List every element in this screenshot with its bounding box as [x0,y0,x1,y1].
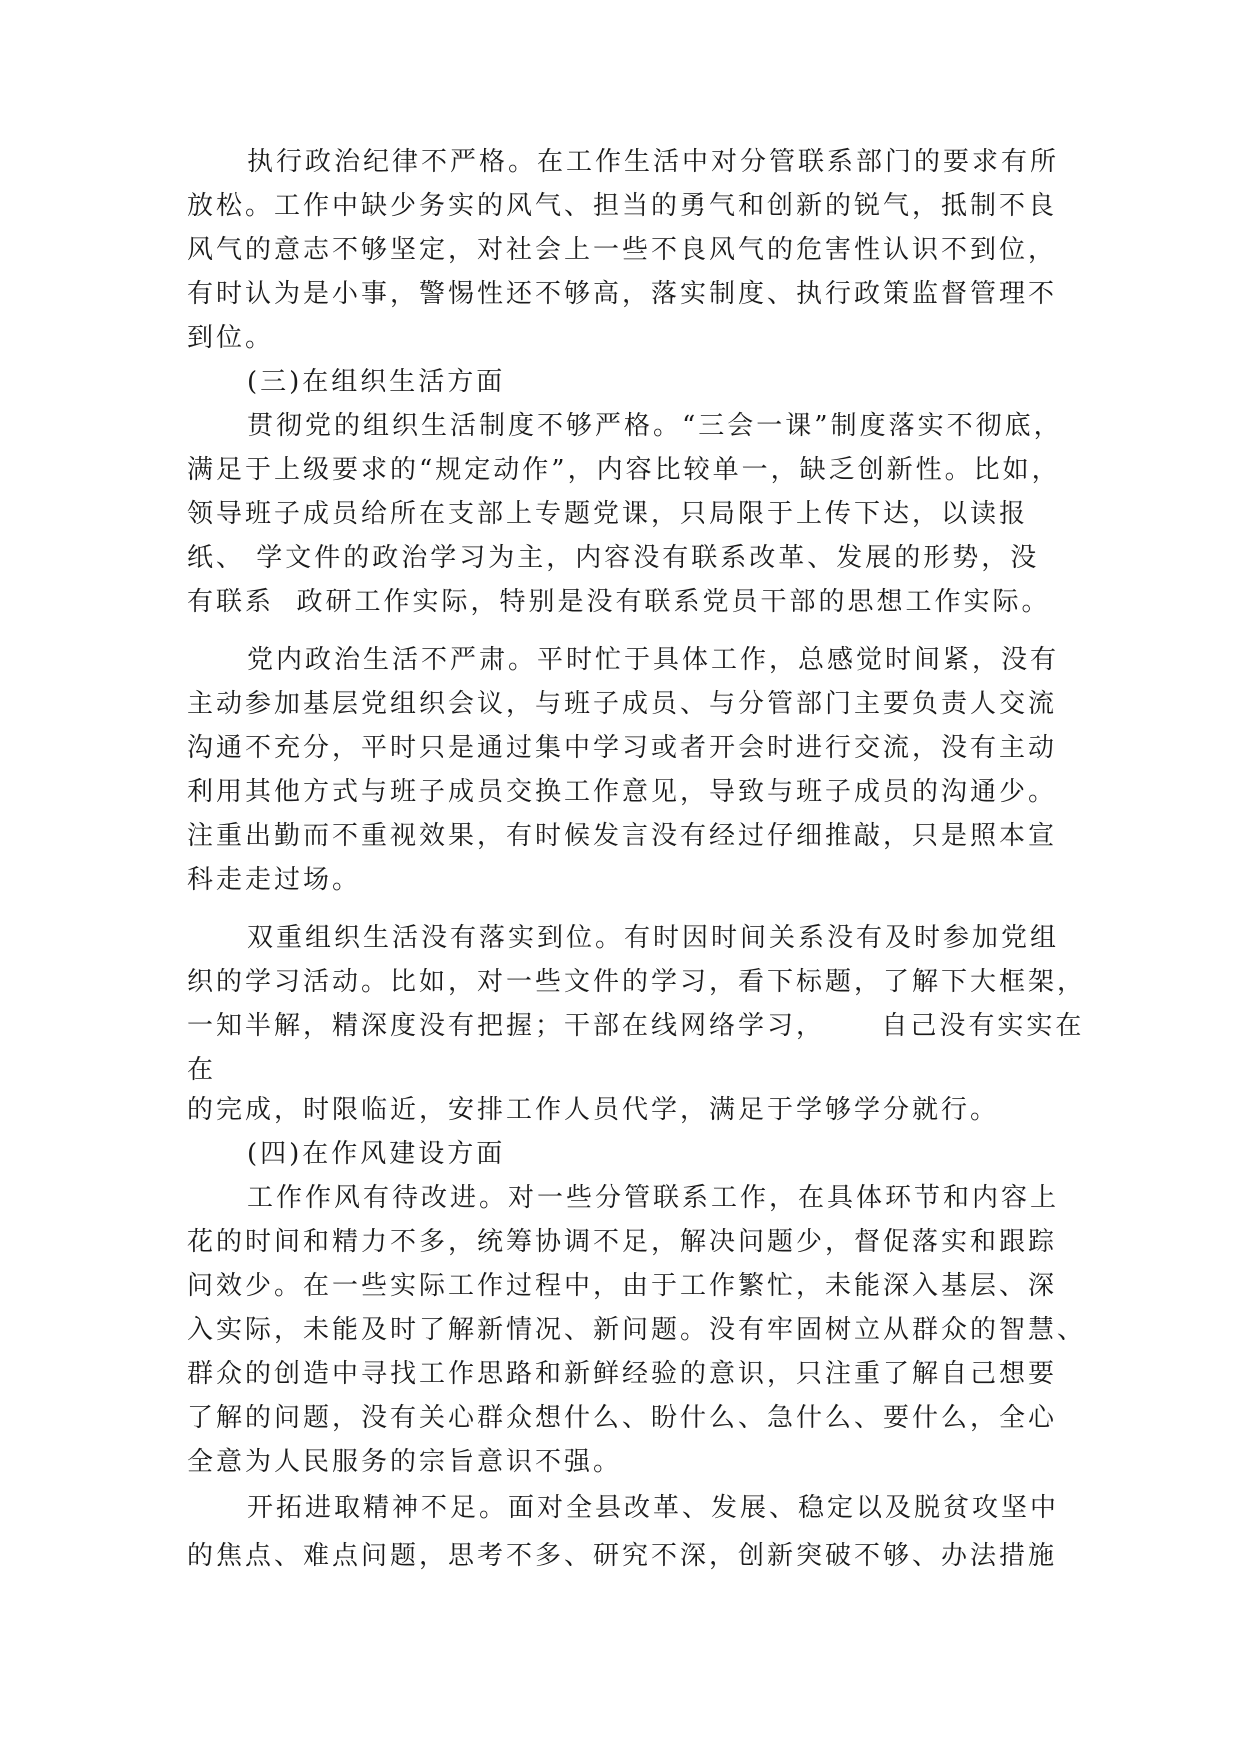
text-line: 群众的创造中寻找工作思路和新鲜经验的意识，只注重了解自己想要 [187,1359,1058,1389]
text-line: 沟通不充分，平时只是通过集中学习或者开会时进行交流，没有主动 [187,733,1058,763]
text-line: 注重出勤而不重视效果，有时候发言没有经过仔细推敲，只是照本宣 [187,821,1058,851]
text-line: 放松。工作中缺少务实的风气、担当的勇气和创新的锐气，抵制不良 [187,191,1058,221]
text-line: 到位。 [187,323,275,353]
text-line: 双重组织生活没有落实到位。有时因时间关系没有及时参加党组 [247,923,1060,953]
text-line: 利用其他方式与班子成员交换工作意见，导致与班子成员的沟通少。 [187,777,1058,807]
text-line: 满足于上级要求的“规定动作”，内容比较单一，缺乏创新性。比如， [187,455,1061,485]
text-line: 的焦点、难点问题，思考不多、研究不深，创新突破不够、办法措施 [187,1541,1058,1571]
text-line: 工作作风有待改进。对一些分管联系工作，在具体环节和内容上 [247,1183,1060,1213]
text-line: 有时认为是小事，警惕性还不够高，落实制度、执行政策监督管理不 [187,279,1058,309]
text-line: 问效少。在一些实际工作过程中，由于工作繁忙，未能深入基层、深 [187,1271,1058,1301]
text-line: 开拓进取精神不足。面对全县改革、发展、稳定以及脱贫攻坚中 [247,1493,1060,1523]
text-line: 纸、 学文件的政治学习为主，内容没有联系改革、发展的形势，没 [187,543,1040,573]
text-line: 入实际，未能及时了解新情况、新问题。没有牢固树立从群众的智慧、 [187,1315,1087,1345]
text-line: 主动参加基层党组织会议，与班子成员、与分管部门主要负责人交流 [187,689,1058,719]
text-line: 贯彻党的组织生活制度不够严格。“三会一课”制度落实不彻底， [247,411,1063,441]
text-line: 花的时间和精力不多，统筹协调不足，解决问题少，督促落实和跟踪 [187,1227,1058,1257]
text-line: 科走走过场。 [187,865,362,895]
text-line: 党内政治生活不严肃。平时忙于具体工作，总感觉时间紧，没有 [247,645,1060,675]
text-line: 执行政治纪律不严格。在工作生活中对分管联系部门的要求有所 [247,147,1060,177]
section-heading: (四)在作风建设方面 [247,1139,506,1169]
text-line: 有联系 政研工作实际，特别是没有联系党员干部的思想工作实际。 [187,587,1051,617]
text-line: 风气的意志不够坚定，对社会上一些不良风气的危害性认识不到位， [187,235,1058,265]
text-line: 织的学习活动。比如，对一些文件的学习，看下标题，了解下大框架， [187,967,1087,997]
section-heading: (三)在组织生活方面 [247,367,506,397]
text-line: 领导班子成员给所在支部上专题党课，只局限于上传下达，以读报 [187,499,1029,529]
text-line: 一知半解，精深度没有把握；干部在线网络学习， 自己没有实实在 [187,1011,1085,1041]
text-line: 全意为人民服务的宗旨意识不强。 [187,1447,623,1477]
text-line: 在 [187,1055,217,1085]
text-line: 的完成，时限临近，安排工作人员代学，满足于学够学分就行。 [187,1095,1000,1125]
text-line: 了解的问题，没有关心群众想什么、盼什么、急什么、要什么，全心 [187,1403,1058,1433]
